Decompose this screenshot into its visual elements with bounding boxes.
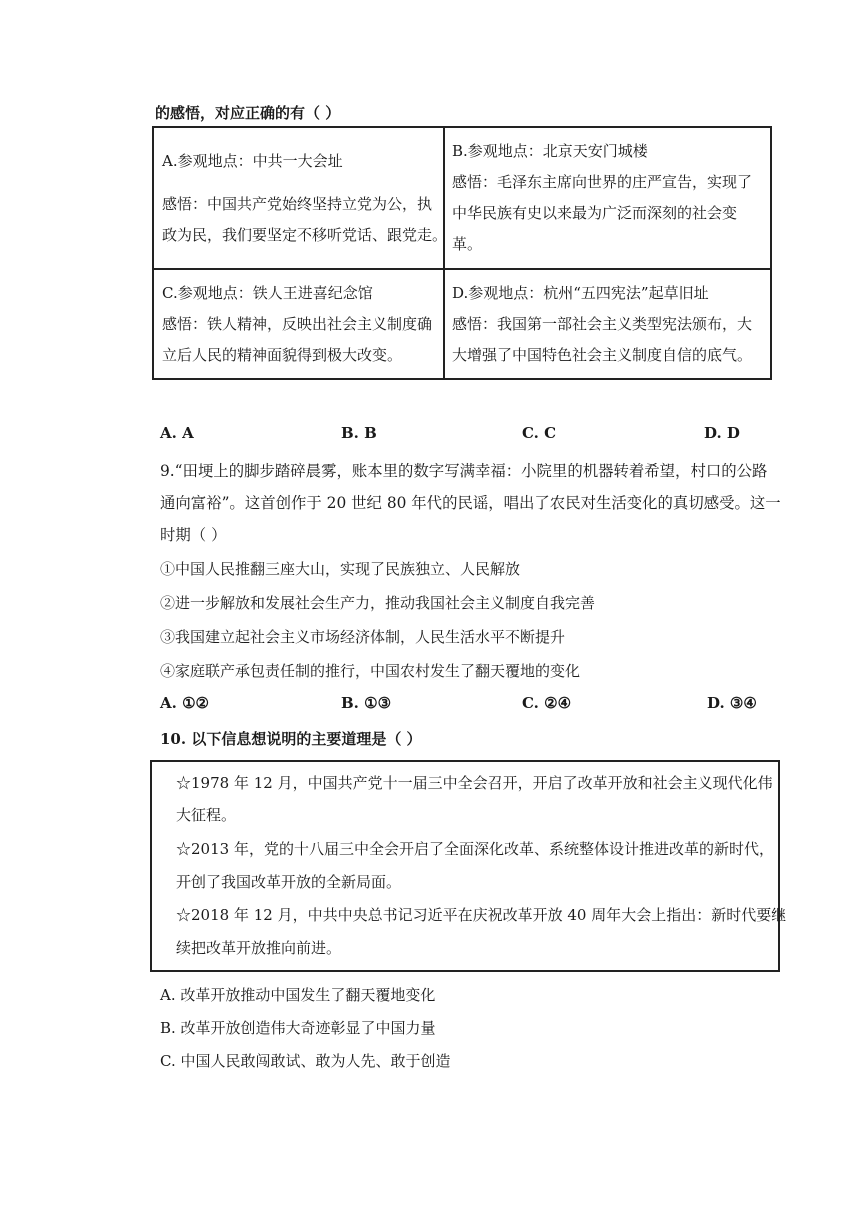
q10-option-b[interactable]: B. 改革开放创造伟大奇迹彰显了中国力量 <box>160 1019 436 1037</box>
q10-stem: 10. 以下信息想说明的主要道理是（ ） <box>160 730 422 748</box>
cell-a-line: 政为民，我们要坚定不移听党话、跟党走。 <box>162 226 448 244</box>
q10-option-a[interactable]: A. 改革开放推动中国发生了翻天覆地变化 <box>160 986 436 1004</box>
cell-c-line: 立后人民的精神面貌得到极大改变。 <box>162 346 403 364</box>
cell-b <box>452 136 752 260</box>
cell-d-line: 感悟：我国第一部社会主义类型宪法颁布，大 <box>452 315 753 333</box>
q8-option-b[interactable]: B. B <box>341 424 377 442</box>
q9-item: ②进一步解放和发展社会生产力，推动我国社会主义制度自我完善 <box>160 594 596 612</box>
table-divider-horizontal <box>154 268 770 270</box>
cell-c-line: 感悟：铁人精神，反映出社会主义制度确 <box>162 315 433 333</box>
cell-d <box>452 278 752 371</box>
q8-table <box>152 126 772 380</box>
q8-stem-tail: 的感悟，对应正确的有（ ） <box>155 104 341 122</box>
q8-option-a[interactable]: A. A <box>160 424 194 442</box>
q9-option-a[interactable]: A. ①② <box>160 694 209 712</box>
q8-option-c[interactable]: C. C <box>522 424 557 442</box>
q10-box-line: 续把改革开放推向前进。 <box>176 939 342 957</box>
q10-box-line: ☆2013 年，党的十八届三中全会开启了全面深化改革、系统整体设计推进改革的新时代， <box>176 840 774 858</box>
cell-b-line: 革。 <box>452 235 483 253</box>
q10-box-line: 大征程。 <box>176 806 237 824</box>
q9-stem-line: 通向富裕”。这首创作于 20 世纪 80 年代的民谣，唱出了农民对生活变化的真切感受。这一 <box>160 494 781 512</box>
cell-a-line: 感悟：中国共产党始终坚持立党为公，执 <box>162 195 433 213</box>
cell-d-line: 大增强了中国特色社会主义制度自信的底气。 <box>452 346 753 364</box>
cell-c-line: C.参观地点：铁人王进喜纪念馆 <box>162 284 373 302</box>
cell-a-line: A.参观地点：中共一大会址 <box>162 152 343 170</box>
q10-option-c[interactable]: C. 中国人民敢闯敢试、敢为人先、敢于创造 <box>160 1052 451 1070</box>
cell-b-line: 感悟：毛泽东主席向世界的庄严宣告，实现了 <box>452 173 753 191</box>
q10-box-line: 开创了我国改革开放的全新局面。 <box>176 873 402 891</box>
q9-option-c[interactable]: C. ②④ <box>522 694 572 712</box>
q9-item: ①中国人民推翻三座大山，实现了民族独立、人民解放 <box>160 560 521 578</box>
q10-box-line: ☆2018 年 12 月，中共中央总书记习近平在庆祝改革开放 40 周年大会上指出：新时代要继 <box>176 906 787 924</box>
q9-item: ③我国建立起社会主义市场经济体制，人民生活水平不断提升 <box>160 628 566 646</box>
cell-b-line: 中华民族有史以来最为广泛而深刻的社会变 <box>452 204 738 222</box>
q9-stem-line: 时期（ ） <box>160 526 227 544</box>
cell-a <box>162 146 447 251</box>
q10-info-box <box>150 760 787 972</box>
q9-stem-line: 9.“田埂上的脚步踏碎晨雾，账本里的数字写满幸福：小院里的机器转着希望，村口的公路 <box>160 462 768 480</box>
cell-d-line: D.参观地点：杭州“五四宪法”起草旧址 <box>452 284 709 302</box>
q8-option-d[interactable]: D. D <box>704 424 740 442</box>
q9-option-d[interactable]: D. ③④ <box>707 694 757 712</box>
q10-box-line: ☆1978 年 12 月，中国共产党十一届三中全会召开，开启了改革开放和社会主义现代化伟 <box>176 774 773 792</box>
cell-c <box>162 278 432 371</box>
cell-b-line: B.参观地点：北京天安门城楼 <box>452 142 648 160</box>
q9-item: ④家庭联产承包责任制的推行，中国农村发生了翻天覆地的变化 <box>160 662 581 680</box>
q9-option-b[interactable]: B. ①③ <box>341 694 392 712</box>
